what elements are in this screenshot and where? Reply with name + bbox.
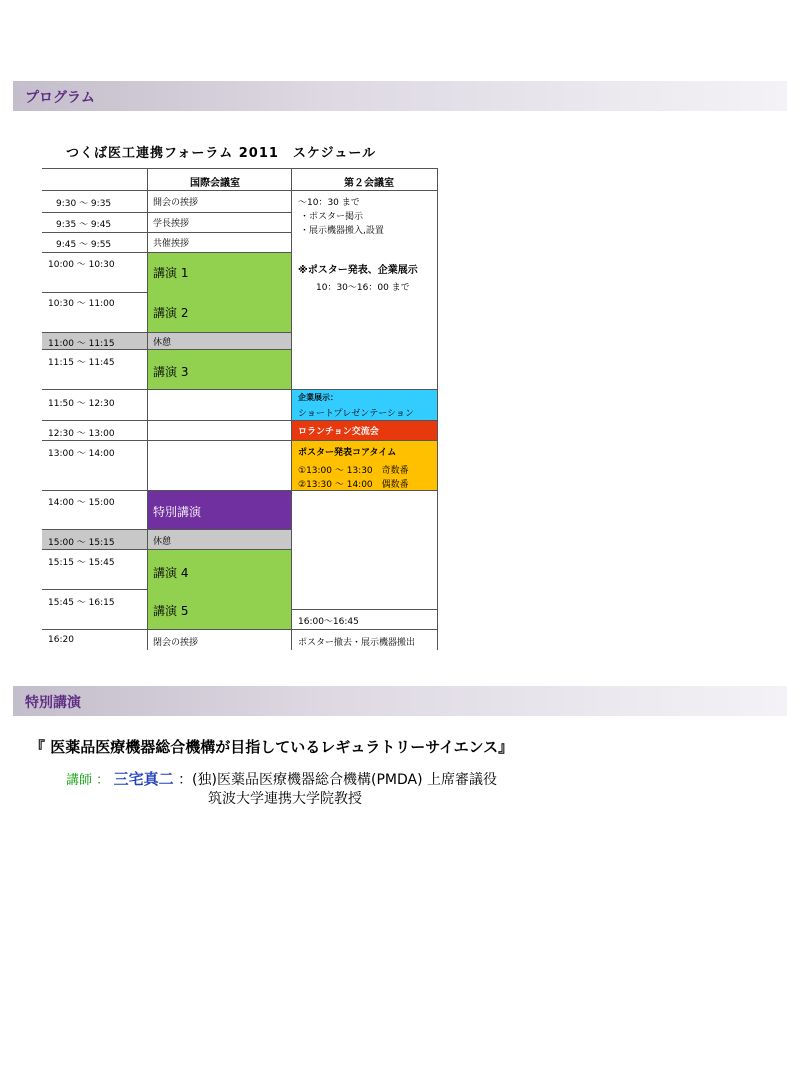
luncheon-label: ロランチョン交流会 — [298, 427, 379, 437]
teardown-time: 16:00〜16:45 — [298, 617, 359, 627]
schedule-title: つくば医工連携フォーラム 2011 スケジュール — [66, 146, 377, 161]
section-header-special — [13, 686, 787, 716]
time-cell: 15:15 〜 15:45 — [48, 558, 115, 568]
break-label-1: 休憩 — [153, 338, 172, 348]
time-cell: 10:00 〜 10:30 — [48, 260, 115, 270]
lecturer-affiliation-2: 筑波大学連携大学院教授 — [208, 791, 362, 807]
lecture-3-label: 講演 3 — [153, 365, 189, 379]
section-title-special: 特別講演 — [25, 695, 81, 711]
teardown-label: ポスター撤去・展示機器搬出 — [298, 638, 416, 648]
time-cell: 11:50 〜 12:30 — [48, 399, 115, 409]
time-cell: 12:30 〜 13:00 — [48, 429, 115, 439]
section-title-program: プログラム — [25, 90, 95, 106]
time-cell: 15:00 〜 15:15 — [48, 538, 115, 548]
cohost-remarks: 共催挨拶 — [153, 239, 190, 249]
poster-core-odd: ①13:00 〜 13:30 奇数番 — [298, 466, 409, 476]
special-lecture-title: 『 医薬品医療機器総合機構が目指しているレギュラトリーサイエンス』 — [30, 738, 514, 756]
setup-deadline: 〜10：30 まで — [298, 198, 360, 208]
section-header-program — [13, 81, 787, 111]
lecture-2-label: 講演 2 — [153, 306, 189, 320]
lecture-5-label: 講演 5 — [153, 604, 189, 618]
lecture-4-label: 講演 4 — [153, 566, 189, 580]
time-cell: 15:45 〜 16:15 — [48, 598, 115, 608]
poster-posting: ・ポスター掲示 — [300, 212, 364, 222]
special-lecture-label: 特別講演 — [153, 505, 202, 519]
president-remarks: 学長挨拶 — [153, 219, 190, 229]
time-cell: 14:00 〜 15:00 — [48, 498, 115, 508]
lecturer-name: 三宅真二 — [113, 770, 174, 788]
poster-exhibit-title: ※ポスター発表、企業展示 — [298, 265, 418, 276]
corporate-exhibit-label: 企業展示： — [298, 393, 338, 402]
col-header-main-hall: 国際会議室 — [190, 178, 240, 189]
col-header-second-room: 第２会議室 — [344, 178, 394, 189]
time-cell: 10:30 〜 11:00 — [48, 299, 115, 309]
closing-remarks: 閉会の挨拶 — [153, 638, 199, 648]
equipment-setup: ・展示機器搬入,設置 — [300, 226, 384, 236]
poster-exhibit-time: 10：30〜16：00 まで — [316, 283, 410, 293]
time-cell: 11:00 〜 11:15 — [48, 339, 115, 349]
time-cell: 11:15 〜 11:45 — [48, 358, 115, 368]
time-cell: 9:35 〜 9:45 — [56, 220, 112, 230]
lecturer-affiliation-1: ：(独)医薬品医療機器総合機構(PMDA) 上席審議役 — [178, 772, 497, 788]
schedule-table — [42, 168, 438, 650]
break-label-2: 休憩 — [153, 537, 172, 547]
time-cell: 9:30 〜 9:35 — [56, 199, 112, 209]
time-cell: 16:20 — [48, 635, 74, 645]
lecture-1-label: 講演 1 — [153, 266, 189, 280]
poster-core-title: ポスター発表コアタイム — [298, 448, 397, 458]
time-cell: 9:45 〜 9:55 — [56, 240, 112, 250]
short-presentation-label: ショートプレゼンテーション — [298, 409, 414, 419]
lecturer-line — [66, 768, 497, 789]
poster-core-even: ②13:30 〜 14:00 偶数番 — [298, 480, 409, 490]
time-cell: 13:00 〜 14:00 — [48, 449, 115, 459]
opening-remarks: 開会の挨拶 — [153, 198, 199, 208]
lecturer-role: 講師 ： — [66, 773, 110, 788]
